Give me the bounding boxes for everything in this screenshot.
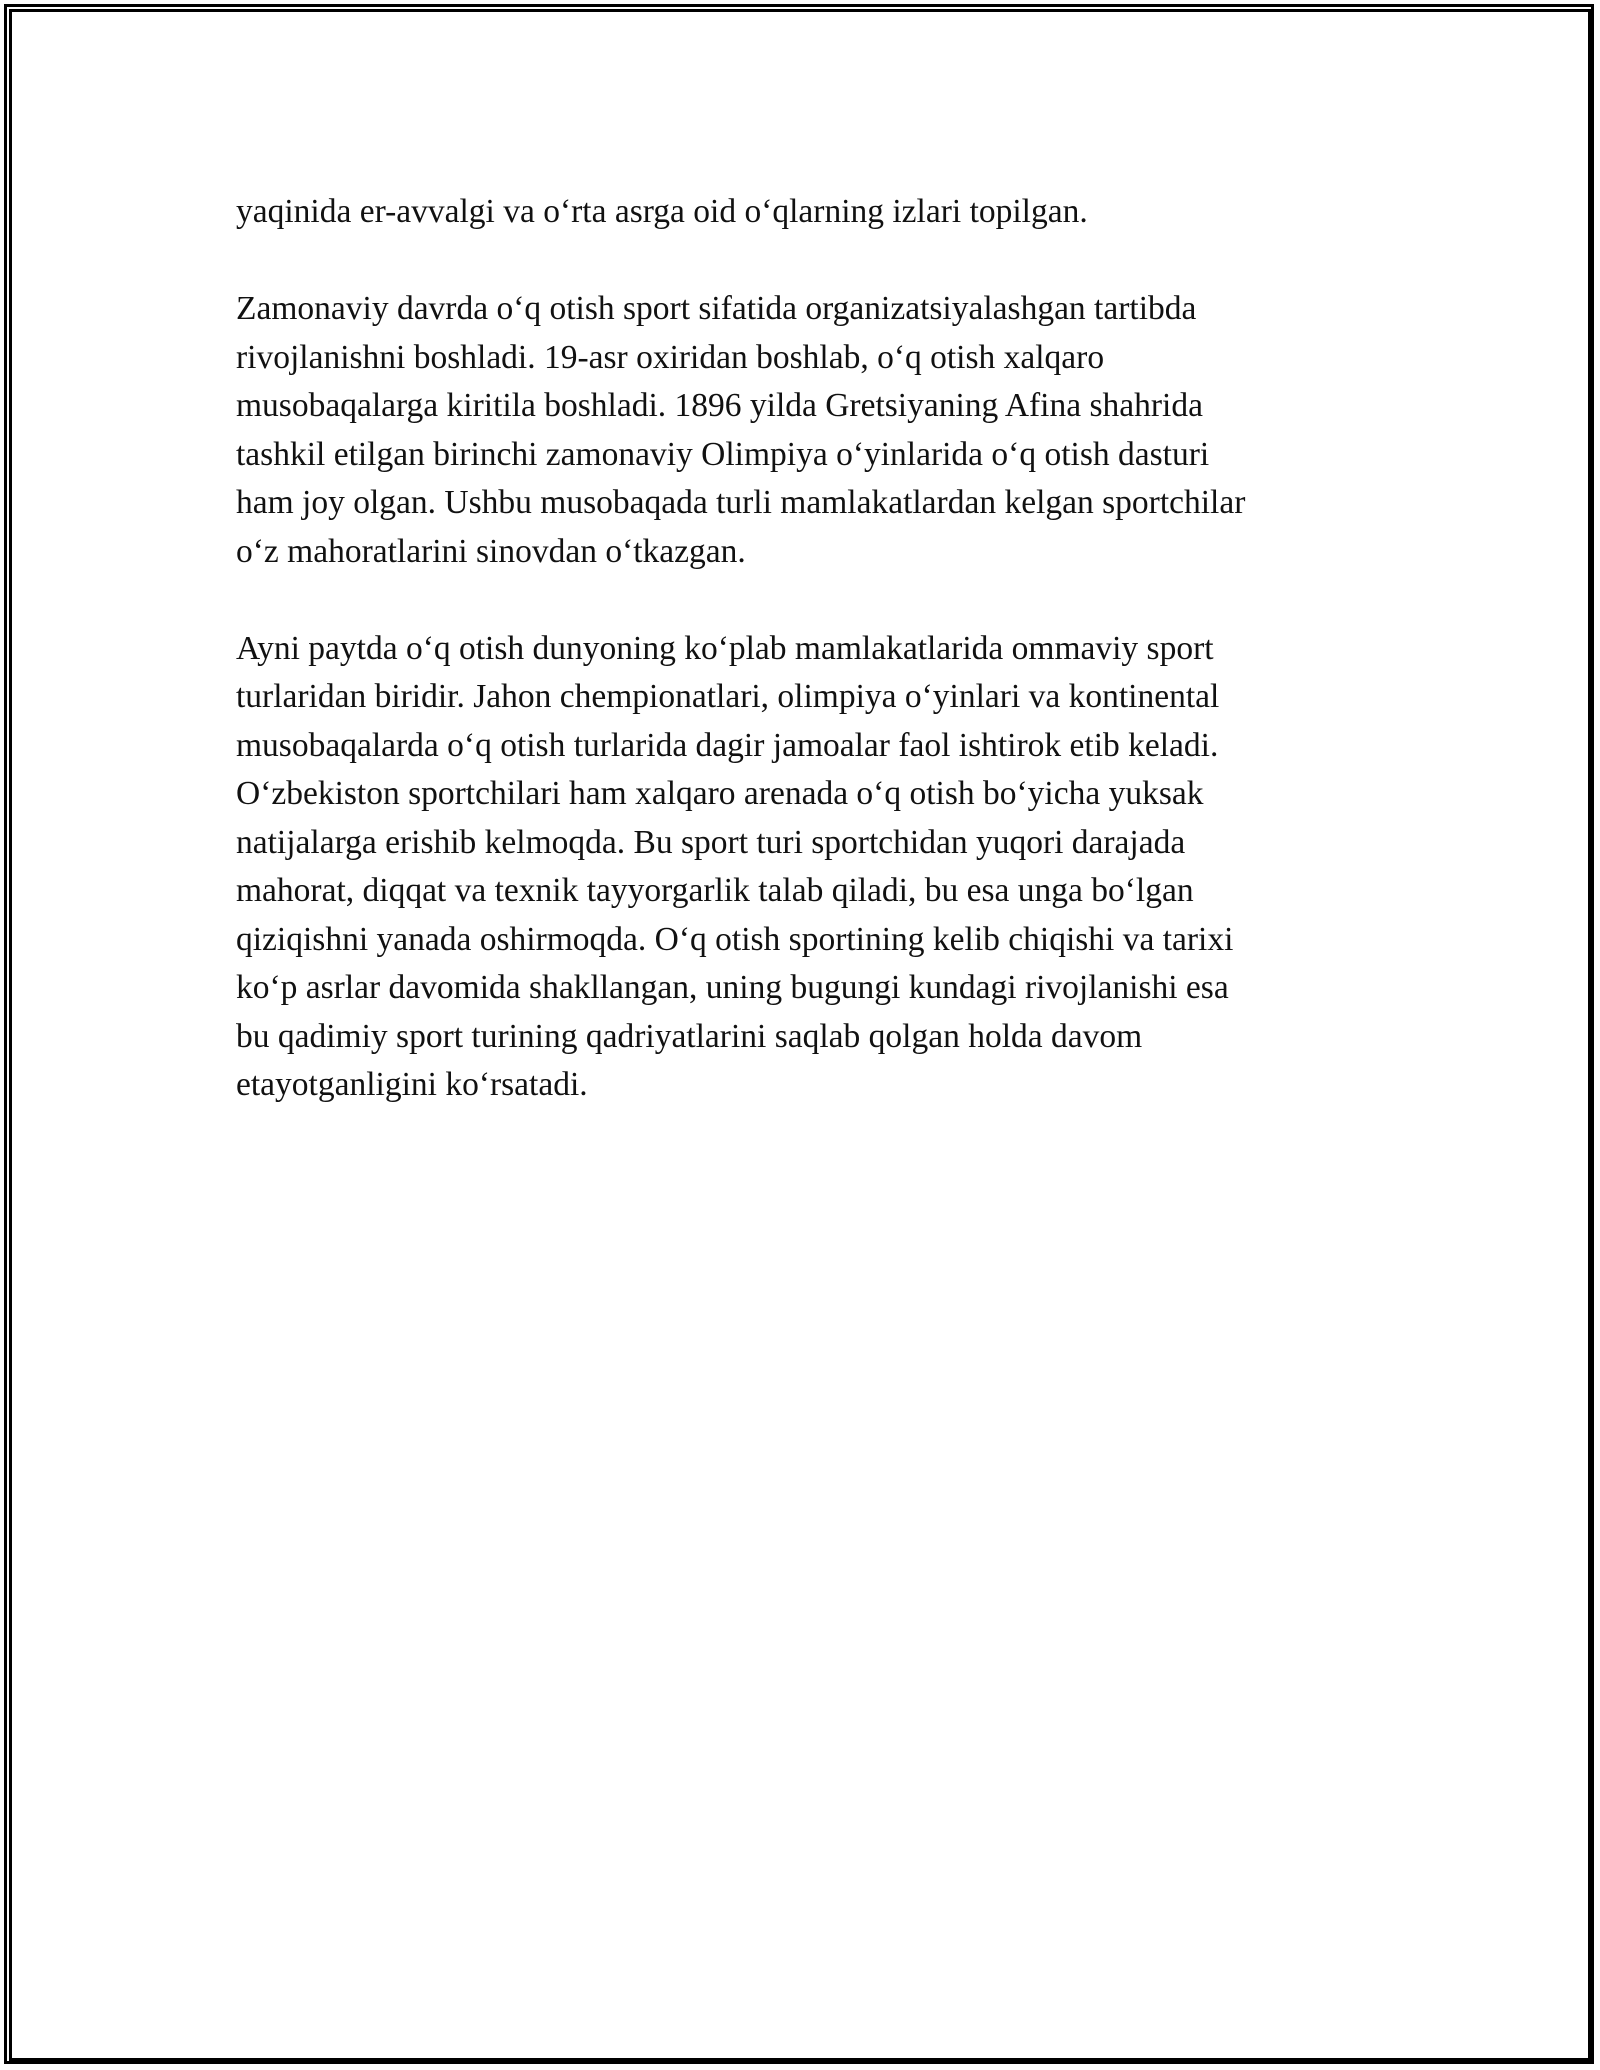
- paragraph-3: Ayni paytda o‘q otish dunyoning ko‘plab mamlakatlarida ommaviy sport turlaridan biridir. Jahon chempionatlari, olimpiya o‘yinlari va kontinental musobaqalarda o‘q otish turlarida dagir jamoalar faol ishtirok etib keladi. O‘zbekiston sportchilari ham xalqaro arenada o‘q otish bo‘yicha yuksak natijalarga erishib kelmoqda. Bu sport turi sportchidan yuqori darajada mahorat, diqqat va texnik tayyorgarlik talab qiladi, bu esa unga bo‘lgan qiziqishni yanada oshirmoqda. O‘q otish sportining kelib chiqishi va tarixi ko‘p asrlar davomida shakllangan, uning bugungi kundagi rivojlanishi esa bu qadimiy sport turining qadriyatlarini saqlab qolgan holda davom etayotganligini ko‘rsatadi.: [236, 629, 1234, 1103]
- document-body: [236, 188, 1356, 1158]
- paragraph-2: Zamonaviy davrda o‘q otish sport sifatida organizatsiyalashgan tartibda rivojlanishni boshladi. 19-asr oxiridan boshlab, o‘q otish xalqaro musobaqalarga kiritila boshladi. 1896 yilda Gretsiyaning Afina shahrida tashkil etilgan birinchi zamonaviy Olimpiya o‘yinlarida o‘q otish dasturi ham joy olgan. Ushbu musobaqada turli mamlakatlardan kelgan sportchilar o‘z mahoratlarini sinovdan o‘tkazgan.: [236, 290, 1246, 570]
- paragraph-1: yaqinida er-avvalgi va o‘rta asrga oid o‘qlarning izlari topilgan.: [236, 193, 1088, 230]
